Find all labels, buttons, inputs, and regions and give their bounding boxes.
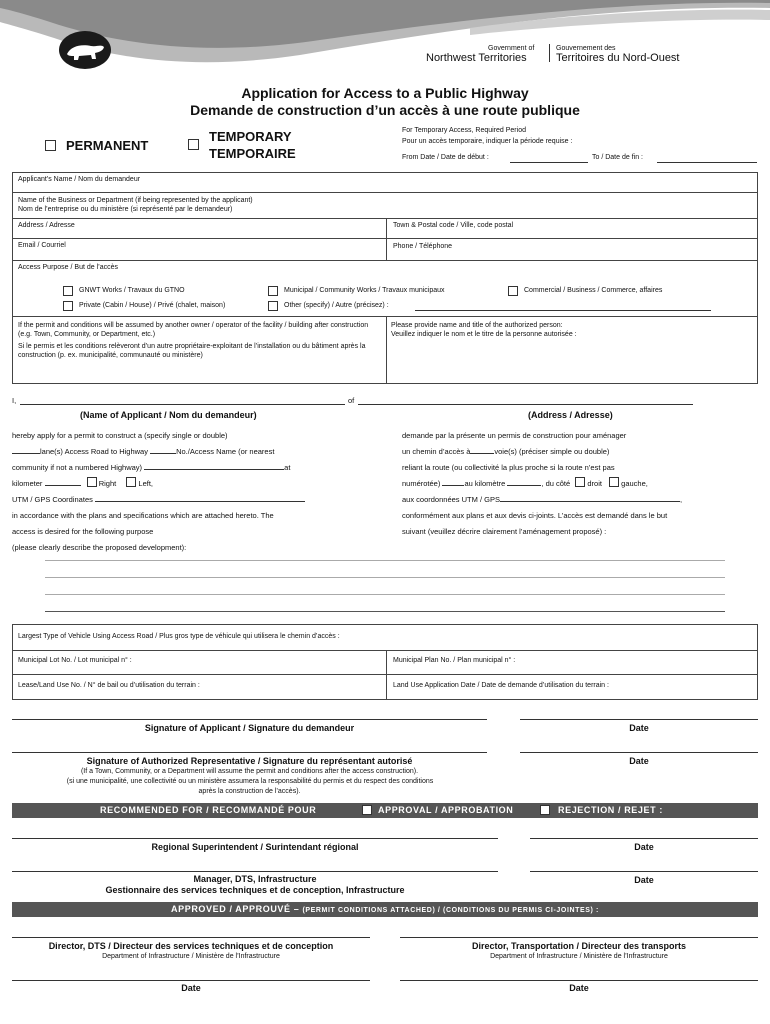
voies-field[interactable] <box>470 445 494 454</box>
kilometre-field[interactable] <box>507 477 541 486</box>
lot-row <box>13 651 757 675</box>
director-dts-date-line[interactable] <box>12 980 370 981</box>
gov-fr-small: Gouvernement des <box>556 45 616 52</box>
decl-en-line1: hereby apply for a permit to construct a (specify single or double) <box>12 431 228 440</box>
droit-checkbox[interactable] <box>575 477 585 487</box>
municipal-works-checkbox[interactable] <box>268 286 278 296</box>
business-label-en: Name of the Business or Department (if being represented by the applicant) <box>18 197 253 204</box>
temporary-label: TEMPORARY <box>209 129 292 144</box>
manager-label-2: Gestionnaire des services techniques et de conception, Infrastructure <box>105 885 405 895</box>
decl-en-left: Left, <box>138 479 154 488</box>
recommended-bar <box>12 803 758 818</box>
private-checkbox[interactable] <box>63 301 73 311</box>
director-dts-date-label: Date <box>181 983 201 993</box>
municipal-lot-label: Municipal Lot No. / Lot municipal n° : <box>18 657 132 664</box>
auth-note-fr2: après la construction de l’accès). <box>198 788 301 795</box>
recommended-label: RECOMMENDED FOR / RECOMMANDÉ POUR <box>100 805 317 815</box>
assumed-divider <box>386 317 387 383</box>
applicant-signature-label: Signature of Applicant / Signature du demandeur <box>144 723 355 733</box>
declaration-i: I, <box>12 396 17 405</box>
decl-en-line3: community if not a numbered Highway) <box>12 463 143 472</box>
description-line[interactable] <box>45 611 725 612</box>
director-dts-label: Director, DTS / Directeur des services techniques et de conception <box>48 941 334 951</box>
lease-label: Lease/Land Use No. / N° de bail ou d’utilisation du terrain : <box>18 682 200 689</box>
largest-vehicle-field[interactable] <box>13 625 757 651</box>
name-caption: (Name of Applicant / Nom du demandeur) <box>80 410 257 420</box>
email-row <box>13 239 757 261</box>
commercial-checkbox[interactable] <box>508 286 518 296</box>
rejection-label: REJECTION / REJET : <box>558 805 663 815</box>
temp-period-en: For Temporary Access, Required Period <box>402 127 526 134</box>
email-field-label: Email / Courriel <box>18 242 66 249</box>
manager-signature-line[interactable] <box>12 871 498 872</box>
decl-fr-kilometre: au kilomètre <box>464 479 506 488</box>
director-transport-label: Director, Transportation / Directeur des transports <box>471 941 687 951</box>
decl-fr-line6: conformément aux plans et aux devis ci-joints. L’accès est demandé dans le but <box>402 511 668 520</box>
permanent-label: PERMANENT <box>66 138 149 153</box>
applicant-name-label: Applicant’s Name / Nom du demandeur <box>18 176 141 183</box>
municipal-plan-label: Municipal Plan No. / Plan municipal n° : <box>393 657 516 664</box>
decl-en-kilometer: kilometer <box>12 479 43 488</box>
municipal-works-label: Municipal / Community Works / Travaux municipaux <box>284 287 445 294</box>
regional-date-label: Date <box>634 842 654 852</box>
private-label: Private (Cabin / House) / Privé (chalet, maison) <box>79 302 226 309</box>
decl-en-right: Right <box>98 479 117 488</box>
gnwt-works-label: GNWT Works / Travaux du GTNO <box>79 287 185 294</box>
declaration-en-block <box>12 428 382 556</box>
commercial-label: Commercial / Business / Commerce, affaires <box>524 287 663 294</box>
decl-fr-droit: droit <box>587 479 602 488</box>
address-row <box>13 219 757 239</box>
applicant-info-box <box>12 172 758 384</box>
authorized-person-field[interactable] <box>391 322 577 339</box>
other-label: Other (specify) / Autre (précisez) : <box>284 302 389 309</box>
other-checkbox[interactable] <box>268 301 278 311</box>
applicant-date-label: Date <box>629 723 649 733</box>
decl-fr-line1: demande par la présente un permis de construction pour aménager <box>402 431 627 440</box>
decl-en-line8: (please clearly describe the proposed development): <box>12 543 187 552</box>
regional-date-line[interactable] <box>530 838 758 839</box>
authorized-label-en: Please provide name and title of the authorized person: <box>391 322 563 329</box>
decl-en-line7: access is desired for the following purpose <box>12 527 154 536</box>
decl-fr-line2b: voie(s) (préciser simple ou double) <box>494 447 610 456</box>
vehicle-divider <box>386 651 387 699</box>
rejection-checkbox[interactable] <box>540 805 550 815</box>
director-transport-date-label: Date <box>569 983 589 993</box>
declaration-fr-block: demande par la présente un permis de construction pour aménager un chemin d’accès à voie(s) (préciser simple ou double) reliant la route (ou collectivité la plus proche si la route n’est pas numérotée) au kilomètre , du côté droit gauche, aux coordonnées UTM / GPS , conformément aux plans et aux devis ci-joints. L’accès est demandé dans le but suivant (veuillez décrire clairement l’aménagement proposé) : <box>402 428 762 540</box>
description-line[interactable] <box>45 594 725 595</box>
decl-fr-line3: reliant la route (ou collectivité la plus proche si la route n’est pas <box>402 463 615 472</box>
other-specify-field[interactable] <box>415 310 711 311</box>
gauche-checkbox[interactable] <box>609 477 619 487</box>
assumed-text-fr: Si le permis et les conditions relèveront d’un autre propriétaire-exploitant de l’installation ou du bâtiment après la construction (p. ex. municipalité, communauté ou ministère) <box>18 343 366 359</box>
authorized-signature-line[interactable] <box>12 752 487 753</box>
numerotee-field[interactable] <box>442 477 464 486</box>
town-field-label: Town & Postal code / Ville, code postal <box>393 222 514 229</box>
polar-bear-logo-icon <box>55 28 115 70</box>
regional-superintendent-label: Regional Superintendent / Surintendant régional <box>151 842 359 852</box>
business-label-fr: Nom de l’entreprise ou du ministère (si représenté par le demandeur) <box>18 206 233 213</box>
auth-note-fr1: (si une municipalité, une collectivité ou un ministère assumera la responsabilité du permis et du respect des conditions <box>66 778 434 785</box>
access-name-field[interactable] <box>144 461 284 470</box>
lane-count-field[interactable] <box>12 445 40 454</box>
to-date-label: To / Date de fin : <box>592 154 643 161</box>
applicant-name-field[interactable] <box>13 173 757 193</box>
highway-no-field[interactable] <box>150 445 176 454</box>
decl-en-utm: UTM / GPS Coordinates <box>12 495 93 504</box>
decl-fr-line7: suivant (veuillez décrire clairement l’aménagement proposé) : <box>402 527 607 536</box>
assumed-by-text <box>18 322 378 360</box>
authorized-date-label: Date <box>629 756 649 766</box>
director-dts-signature-line[interactable] <box>12 937 370 938</box>
decl-en-line3b: at <box>284 463 291 472</box>
permanent-checkbox[interactable] <box>45 140 56 151</box>
business-name-field[interactable] <box>13 193 757 219</box>
manager-date-label: Date <box>634 875 654 885</box>
address-caption: (Address / Adresse) <box>528 410 613 420</box>
gov-en-big: Northwest Territories <box>426 52 527 64</box>
decl-en-line6: in accordance with the plans and specifications which are attached hereto. The <box>12 511 274 520</box>
declaration-of: of <box>348 396 355 405</box>
gnwt-works-checkbox[interactable] <box>63 286 73 296</box>
description-line[interactable] <box>45 560 725 561</box>
from-date-label: From Date / Date de début : <box>402 154 489 161</box>
right-checkbox[interactable] <box>87 477 97 487</box>
applicant-signature-line[interactable] <box>12 719 487 720</box>
manager-date-line[interactable] <box>530 871 758 872</box>
title-fr: Demande de construction d’un accès à une route publique <box>190 102 580 118</box>
kilometer-field[interactable] <box>45 477 81 486</box>
phone-field-label: Phone / Téléphone <box>393 243 453 250</box>
decl-fr-numerotee: numérotée) <box>402 479 441 488</box>
decl-fr-line2a: un chemin d’accès à <box>402 447 471 456</box>
director-transport-signature-line[interactable] <box>400 937 758 938</box>
land-use-date-label: Land Use Application Date / Date de demande d’utilisation du terrain : <box>393 682 609 689</box>
temporary-checkbox[interactable] <box>188 139 199 150</box>
left-checkbox[interactable] <box>126 477 136 487</box>
address-field-label: Address / Adresse <box>18 222 75 229</box>
assumed-text-en: If the permit and conditions will be assumed by another owner / operator of the facility / building after construction (e.g. Town, Community, or Department, etc.) <box>18 322 369 338</box>
authorized-label-fr: Veuillez indiquer le nom et le titre de la personne autorisée : <box>391 330 577 338</box>
temp-period-fr: Pour un accès temporaire, indiquer la période requise : <box>402 138 573 145</box>
applicant-address-line[interactable] <box>358 404 693 405</box>
dept-label-right: Department of Infrastructure / Ministère de l’Infrastructure <box>490 953 668 960</box>
largest-vehicle-label: Largest Type of Vehicle Using Access Road / Plus gros type de véhicule qui utilisera le chemin d’accès : <box>18 633 340 640</box>
decl-en-line2b: No./Access Name (or nearest <box>176 447 275 456</box>
access-purpose-label: Access Purpose / But de l’accès <box>18 264 118 271</box>
decl-fr-gauche: gauche, <box>621 479 648 488</box>
title-en: Application for Access to a Public Highway <box>241 85 529 101</box>
authorized-date-line[interactable] <box>520 752 758 753</box>
utm-gps-fr-field[interactable] <box>500 493 680 502</box>
applicant-name-line[interactable] <box>20 404 345 405</box>
description-line[interactable] <box>45 577 725 578</box>
temporaire-label: TEMPORAIRE <box>209 146 296 161</box>
vehicle-lot-box <box>12 624 758 700</box>
from-date-field[interactable] <box>510 162 588 163</box>
regional-signature-line[interactable] <box>12 838 498 839</box>
authorized-signature-label: Signature of Authorized Representative / Signature du représentant autorisé <box>86 756 413 766</box>
approved-label: APPROVED / APPROUVÉ – <box>171 904 300 914</box>
approval-checkbox[interactable] <box>362 805 372 815</box>
applicant-date-line[interactable] <box>520 719 758 720</box>
utm-gps-field[interactable] <box>95 493 305 502</box>
manager-label-1: Manager, DTS, Infrastructure <box>193 874 317 884</box>
auth-note-en: (If a Town, Community, or a Department will assume the permit and conditions after the access construction). <box>80 768 419 775</box>
director-transport-date-line[interactable] <box>400 980 758 981</box>
approved-conditions-label: (PERMIT CONDITIONS ATTACHED) / (CONDITIONS DU PERMIS CI-JOINTES) : <box>302 907 599 914</box>
dept-label-left: Department of Infrastructure / Ministère de l’Infrastructure <box>102 953 280 960</box>
approved-bar <box>12 902 758 917</box>
header-divider <box>549 44 550 62</box>
gov-fr-big: Territoires du Nord-Ouest <box>556 52 680 64</box>
row-divider <box>386 219 387 261</box>
decl-fr-cote: , du côté <box>541 479 571 488</box>
approval-label: APPROVAL / APPROBATION <box>378 805 514 815</box>
to-date-field[interactable] <box>657 162 757 163</box>
gov-en-small: Government of <box>488 45 535 52</box>
decl-fr-utm: aux coordonnées UTM / GPS <box>402 495 500 504</box>
decl-en-line2a: lane(s) Access Road to Highway <box>40 447 148 456</box>
